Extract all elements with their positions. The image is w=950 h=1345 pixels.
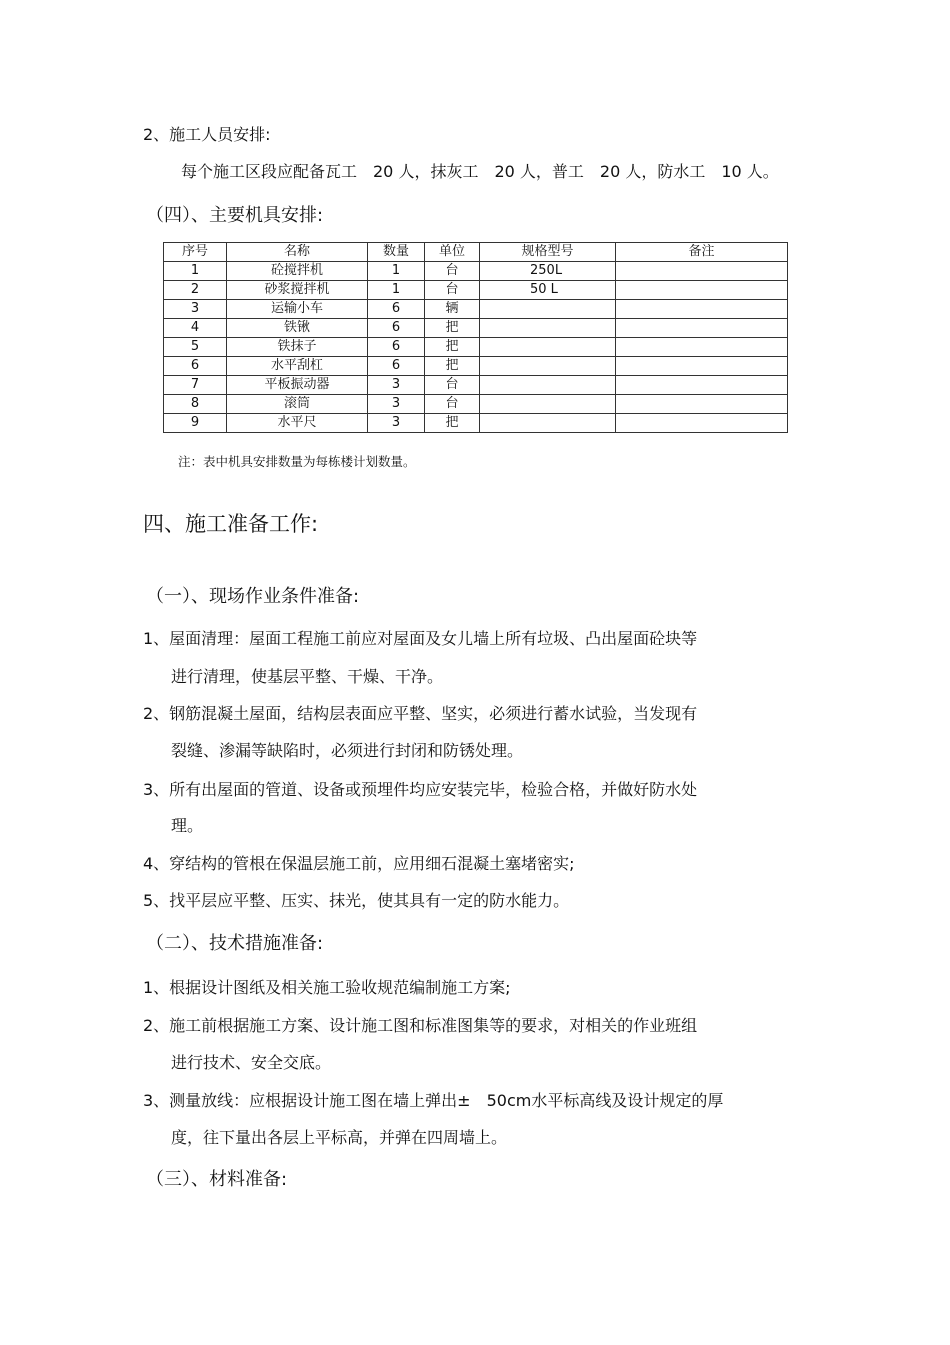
- tools-heading: （四）、主要机具安排:: [146, 205, 324, 226]
- tech-item-1: 1、根据设计图纸及相关施工验收规范编制施工方案;: [143, 978, 511, 997]
- table-row: [164, 262, 788, 281]
- tech-item-2-line-2: 进行技术、安全交底。: [171, 1053, 332, 1072]
- table-cell: [616, 395, 788, 414]
- tech-item-3-line-1: 3、测量放线：应根据设计施工图在墙上弹出± 50cm水平标高线及设计规定的厚: [143, 1091, 724, 1110]
- table-cell: 把: [425, 414, 480, 433]
- table-cell: 铁锹: [227, 319, 368, 338]
- table-cell: 3: [368, 414, 425, 433]
- tech-item-3-line-2: 度，往下量出各层上平标高，并弹在四周墙上。: [171, 1128, 508, 1147]
- table-cell: [616, 281, 788, 300]
- table-cell: 砂浆搅拌机: [227, 281, 368, 300]
- column-header: 序号: [164, 243, 227, 262]
- table-cell: 把: [425, 357, 480, 376]
- table-cell: 50 L: [480, 281, 616, 300]
- table-cell: 台: [425, 262, 480, 281]
- table-cell: 台: [425, 395, 480, 414]
- site-item-5: 5、找平层应平整、压实、抹光，使其具有一定的防水能力。: [143, 891, 570, 910]
- table-row: [164, 319, 788, 338]
- table-cell: 6: [368, 338, 425, 357]
- table-cell: [616, 376, 788, 395]
- tech-item-2-line-1: 2、施工前根据施工方案、设计施工图和标准图集等的要求，对相关的作业班组: [143, 1016, 698, 1035]
- table-cell: 运输小车: [227, 300, 368, 319]
- site-heading: （一）、现场作业条件准备:: [146, 586, 360, 607]
- table-cell: [480, 338, 616, 357]
- table-cell: 把: [425, 319, 480, 338]
- table-cell: 台: [425, 281, 480, 300]
- table-cell: 1: [164, 262, 227, 281]
- table-row: [164, 414, 788, 433]
- site-item-2-line-2: 裂缝、渗漏等缺陷时，必须进行封闭和防锈处理。: [171, 741, 524, 760]
- table-cell: 台: [425, 376, 480, 395]
- table-cell: 1: [368, 281, 425, 300]
- site-item-3-line-1: 3、所有出屋面的管道、设备或预埋件均应安装完毕，检验合格，并做好防水处: [143, 780, 698, 799]
- table-cell: 9: [164, 414, 227, 433]
- column-header: 规格型号: [480, 243, 616, 262]
- table-cell: 6: [368, 300, 425, 319]
- table-cell: [616, 414, 788, 433]
- site-item-4: 4、穿结构的管根在保温层施工前，应用细石混凝土塞堵密实;: [143, 854, 575, 873]
- prep-heading: 四、施工准备工作:: [143, 512, 319, 536]
- table-cell: [480, 414, 616, 433]
- table-cell: 铁抹子: [227, 338, 368, 357]
- table-cell: [616, 338, 788, 357]
- table-cell: 6: [164, 357, 227, 376]
- personnel-heading: 2、施工人员安排:: [143, 125, 271, 144]
- table-cell: [616, 319, 788, 338]
- site-item-2-line-1: 2、钢筋混凝土屋面，结构层表面应平整、坚实，必须进行蓄水试验，当发现有: [143, 704, 698, 723]
- personnel-text: 每个施工区段应配备瓦工 20 人，抹灰工 20 人，普工 20 人，防水工 10 人。: [181, 162, 779, 181]
- table-note: 注：表中机具安排数量为每栋楼计划数量。: [178, 454, 416, 469]
- table-cell: 滚筒: [227, 395, 368, 414]
- table-cell: [480, 376, 616, 395]
- table-cell: 4: [164, 319, 227, 338]
- site-item-1-line-1: 1、屋面清理：屋面工程施工前应对屋面及女儿墙上所有垃圾、凸出屋面砼块等: [143, 629, 698, 648]
- table-cell: 2: [164, 281, 227, 300]
- table-row: [164, 395, 788, 414]
- materials-heading: （三）、材料准备:: [146, 1169, 288, 1190]
- table-cell: 250L: [480, 262, 616, 281]
- table-cell: [616, 357, 788, 376]
- table-row: [164, 300, 788, 319]
- site-item-3-line-2: 理。: [171, 816, 204, 835]
- table-cell: 3: [368, 395, 425, 414]
- table-cell: [480, 357, 616, 376]
- column-header: 备注: [616, 243, 788, 262]
- table-row: [164, 338, 788, 357]
- table-cell: [480, 300, 616, 319]
- tech-heading: （二）、技术措施准备:: [146, 933, 324, 954]
- table-cell: 6: [368, 357, 425, 376]
- tools-table: [163, 242, 788, 433]
- table-cell: [480, 319, 616, 338]
- site-item-1-line-2: 进行清理，使基层平整、干燥、干净。: [171, 667, 444, 686]
- table-cell: 水平刮杠: [227, 357, 368, 376]
- table-cell: 5: [164, 338, 227, 357]
- table-row: [164, 281, 788, 300]
- table-cell: 水平尺: [227, 414, 368, 433]
- table-row: [164, 376, 788, 395]
- column-header: 数量: [368, 243, 425, 262]
- table-cell: 7: [164, 376, 227, 395]
- table-cell: 平板振动器: [227, 376, 368, 395]
- column-header: 单位: [425, 243, 480, 262]
- table-cell: 3: [164, 300, 227, 319]
- table-row: [164, 357, 788, 376]
- table-header-row: [164, 243, 788, 262]
- table-cell: 6: [368, 319, 425, 338]
- table-cell: 辆: [425, 300, 480, 319]
- table-cell: 把: [425, 338, 480, 357]
- table-cell: 1: [368, 262, 425, 281]
- table-cell: 3: [368, 376, 425, 395]
- table-cell: 砼搅拌机: [227, 262, 368, 281]
- table-cell: [480, 395, 616, 414]
- table-cell: [616, 300, 788, 319]
- table-cell: 8: [164, 395, 227, 414]
- table-cell: [616, 262, 788, 281]
- column-header: 名称: [227, 243, 368, 262]
